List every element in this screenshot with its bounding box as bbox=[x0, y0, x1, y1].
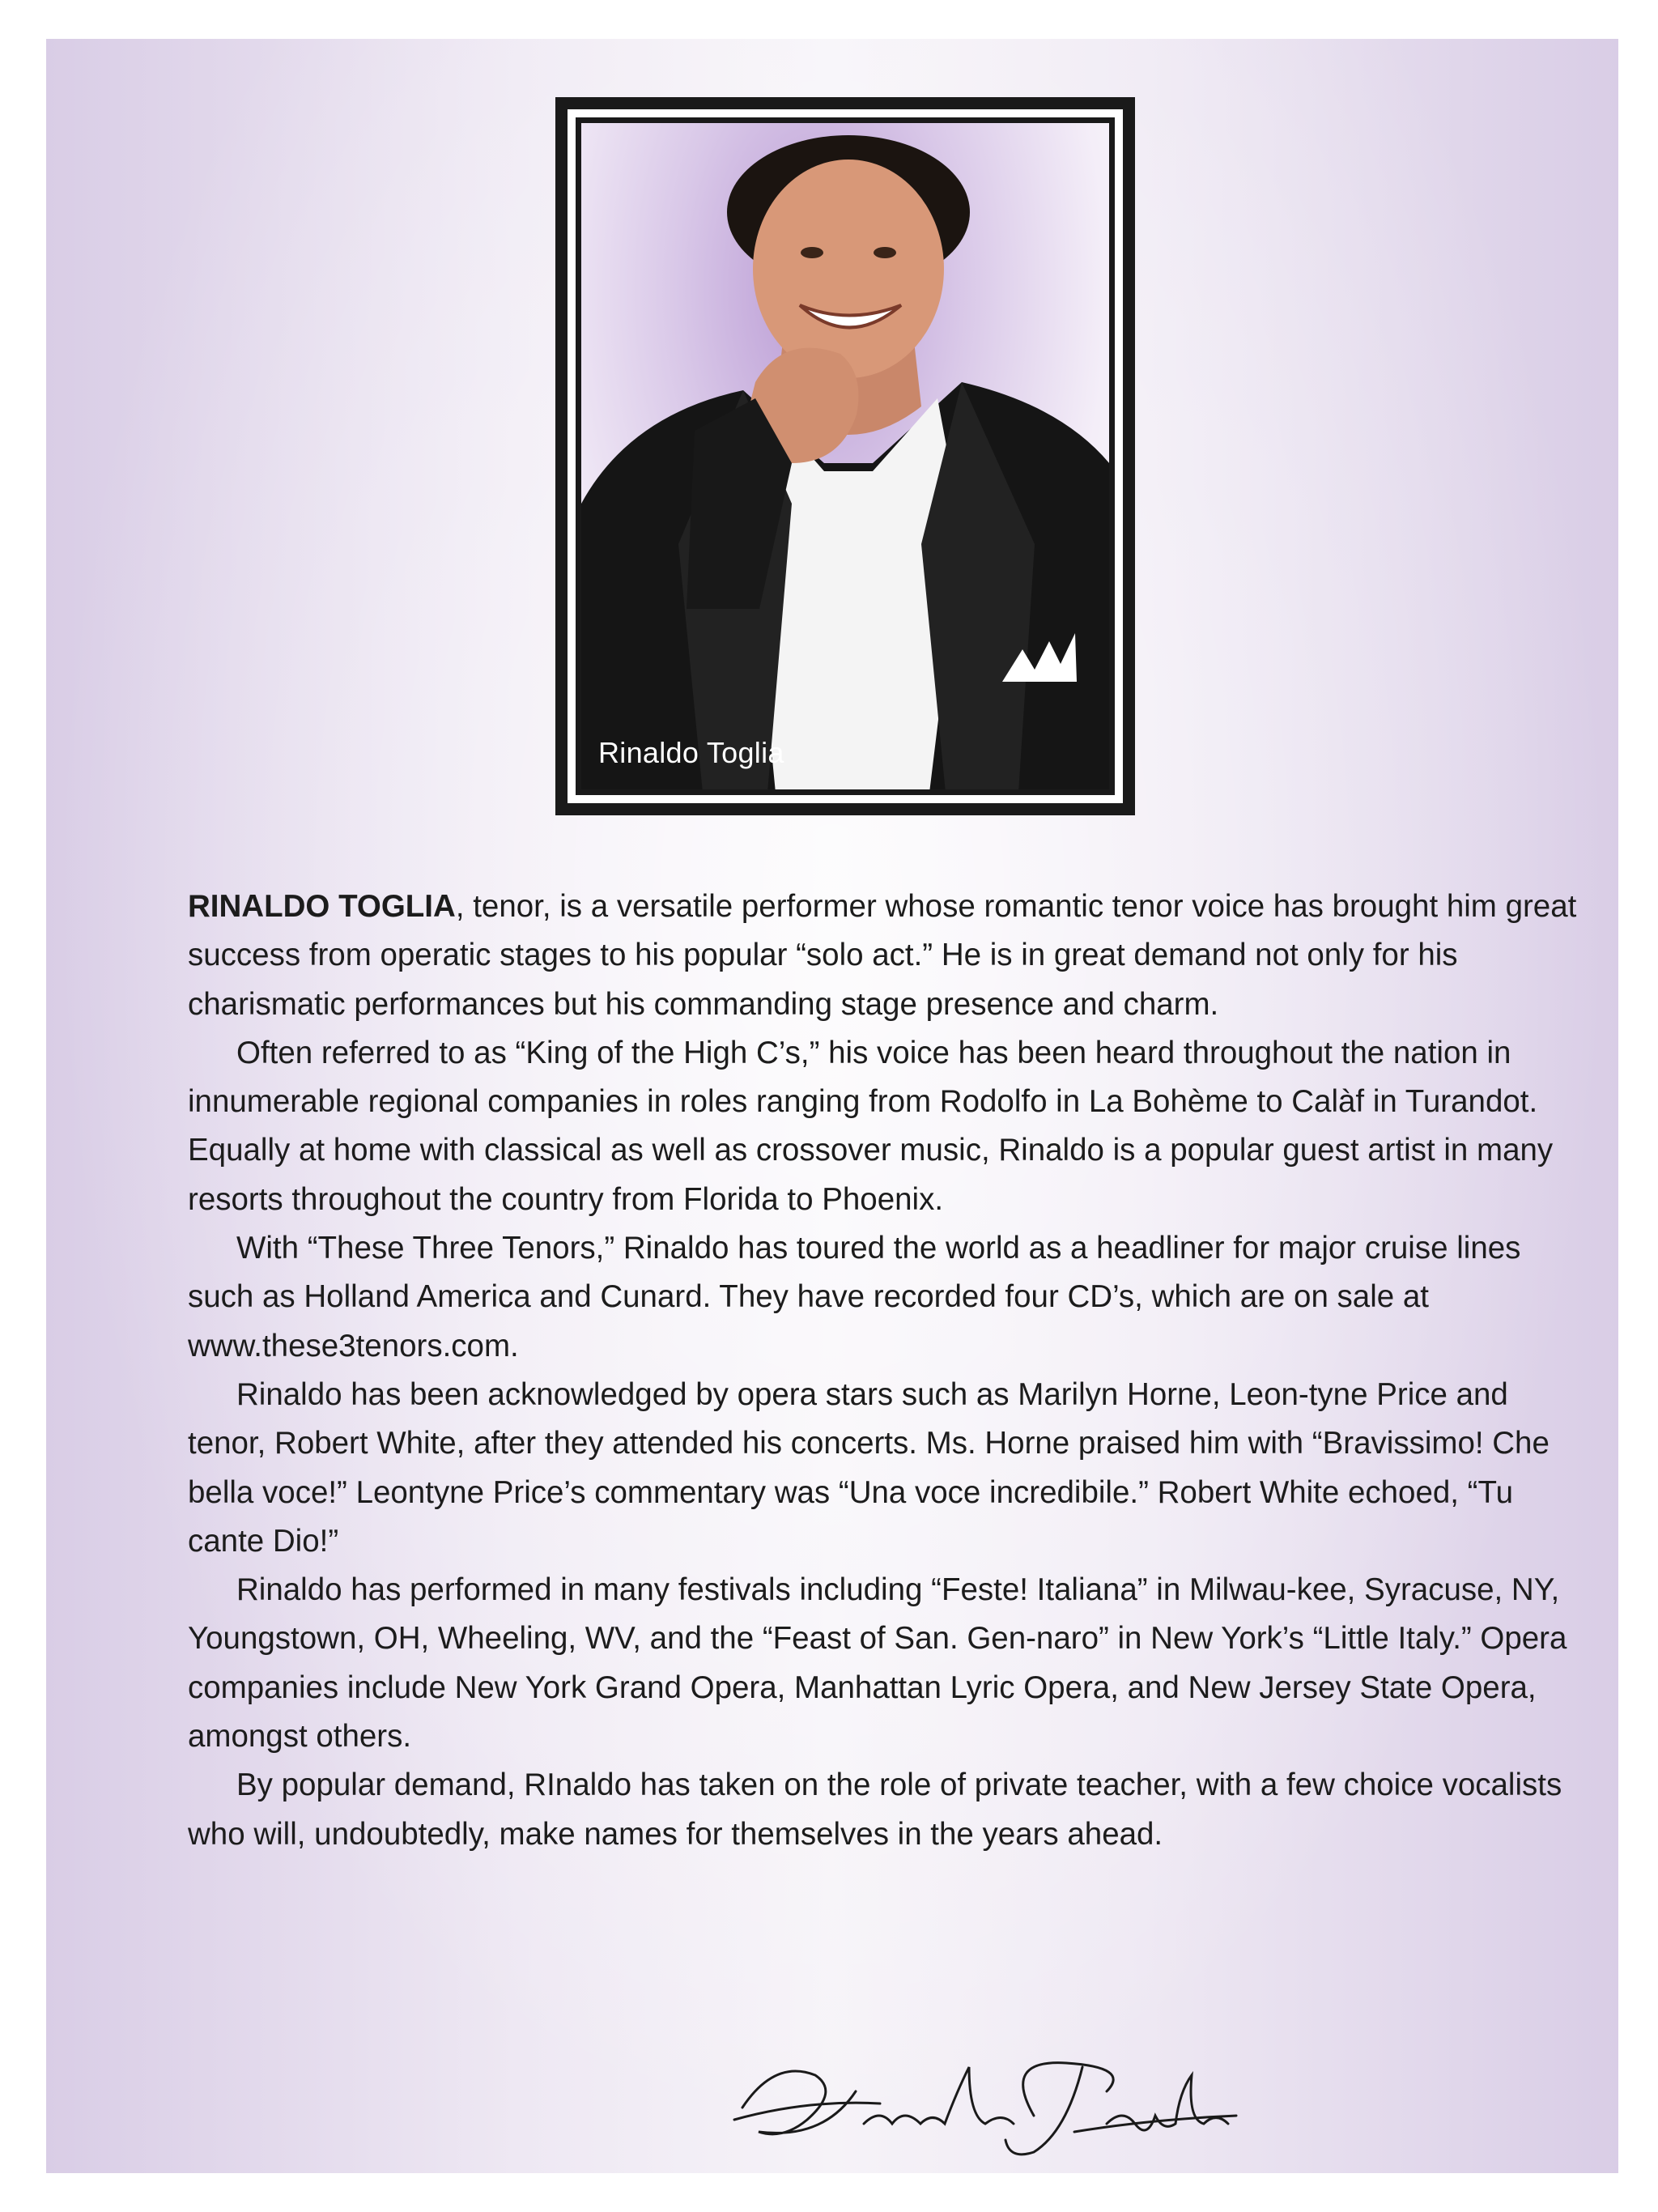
bio-paragraph: Often referred to as “King of the High C’s,” his voice has been heard throughout the nation in innumerable regional companies in roles ranging from Rodolfo in La Bohème to Calàf in Turandot. Equally at home with classical as well as crossover music, Rinaldo is a popular guest artist in many resorts throughout the country from Florida to Phoenix. bbox=[188, 1035, 1554, 1217]
portrait-illustration bbox=[581, 123, 1109, 789]
portrait-caption: Rinaldo Toglia bbox=[598, 736, 784, 769]
bio-lead-name: RINALDO TOGLIA bbox=[188, 889, 456, 924]
bio-paragraph: Rinaldo has performed in many festivals including “Feste! Italiana” in Milwau-kee, Syracuse, NY, Youngstown, OH, Wheeling, WV, and the “Feast of San. Gen-naro” in New York’s “Little Italy.” Opera companies include New York Grand Opera, Manhattan Lyric Opera, and New Jersey State Opera, amongst others. bbox=[188, 1572, 1567, 1755]
bio-paragraph: Rinaldo has been acknowledged by opera stars such as Marilyn Horne, Leon-tyne Price and tenor, Robert White, after they attended his concerts. Ms. Horne praised him with “Bravissimo! Che bella voce!” Leontyne Price’s commentary was “Una voce incredibile.” Robert White echoed, “Tu cante Dio!” bbox=[188, 1376, 1550, 1559]
portrait-frame bbox=[555, 97, 1135, 815]
bio-paragraph: By popular demand, RInaldo has taken on the role of private teacher, with a few choice vocalists who will, undoubtedly, make names for themselves in the years ahead. bbox=[188, 1767, 1562, 1852]
portrait-photo bbox=[581, 123, 1109, 789]
signature bbox=[726, 2043, 1244, 2164]
bio-paragraph: RINALDO TOGLIA, tenor, is a versatile performer whose romantic tenor voice has brought him great success from operatic stages to his popular “solo act.” He is in great demand not only for his charismatic performances but his commanding stage presence and charm. bbox=[188, 889, 1577, 1022]
bio-paragraph: With “These Three Tenors,” Rinaldo has toured the world as a headliner for major cruise lines such as Holland America and Cunard. They have recorded four CD’s, which are on sale at www.these3tenors.com. bbox=[188, 1231, 1521, 1363]
biography bbox=[188, 883, 1580, 1859]
program-page bbox=[46, 39, 1618, 2173]
